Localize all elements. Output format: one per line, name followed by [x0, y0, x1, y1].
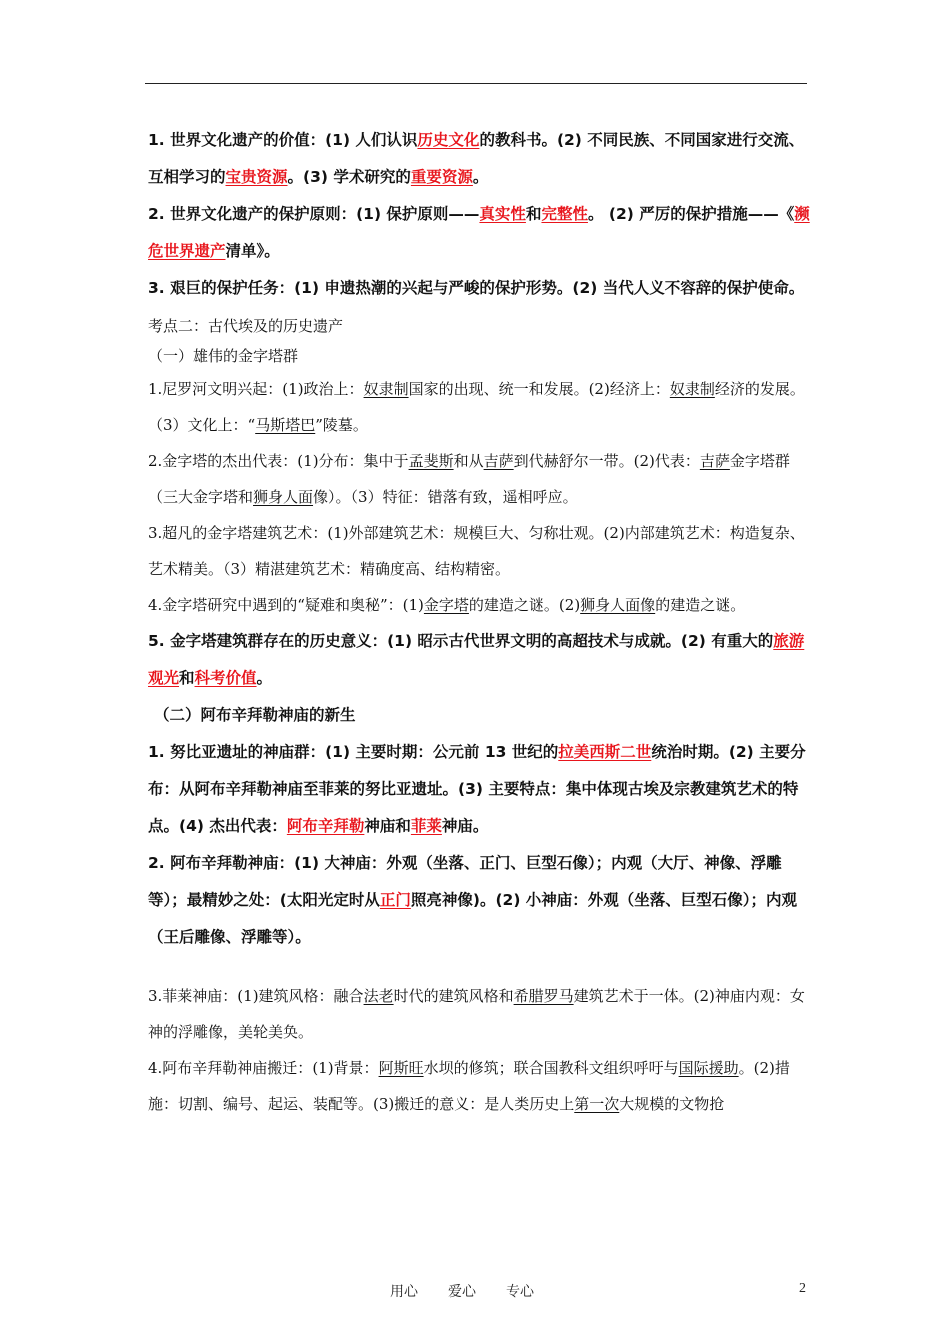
text: 1. 努比亚遗址的神庙群：(1) 主要时期：公元前 13 世纪的 — [148, 743, 559, 761]
paragraph-pyramid-representatives — [148, 443, 814, 515]
paragraph-protection-principle — [148, 196, 814, 270]
footer-word: 专心 — [506, 1284, 534, 1300]
text: 经济的发展。（3）文化上：“ — [148, 380, 805, 434]
text: 。 — [472, 168, 489, 186]
key-term: 宝贵资源 — [225, 168, 288, 186]
key-term: 狮身人面 — [253, 488, 314, 506]
text: 的教科书。(2) 不同民族、不同国家进行交流、互相学习的 — [148, 131, 805, 186]
key-term: 吉萨 — [699, 452, 730, 470]
paragraph-nile — [148, 371, 814, 443]
key-term: 科考价值 — [194, 669, 257, 687]
text: 到代赫舒尔一带。(2)代表： — [513, 452, 700, 470]
text: 4.阿布辛拜勒神庙搬迁：(1)背景： — [148, 1059, 379, 1077]
paragraph-pyramid-mysteries — [148, 587, 814, 623]
key-term: 完整性 — [541, 205, 588, 223]
text: 4.金字塔研究中遇到的“疑难和奥秘”：(1) — [148, 596, 424, 614]
text: 神庙和 — [364, 817, 411, 835]
text: 3.菲莱神庙：(1)建筑风格：融合 — [148, 987, 364, 1005]
footer-motto — [390, 1281, 564, 1301]
key-term: 奴隶制 — [363, 380, 409, 398]
header-rule — [145, 83, 807, 84]
text: 2. 阿布辛拜勒神庙：(1) 大神庙：外观（坐落、正门、巨型石像）；内观（大厅、神像、浮雕等）；最精妙之处：(太阳光定时从 — [148, 854, 782, 909]
text: 2. 世界文化遗产的保护原则：(1) 保护原则—— — [148, 205, 480, 223]
text: 水坝的修筑；联合国教科文组织呼吁与 — [423, 1059, 679, 1077]
key-term: 马斯塔巴 — [255, 416, 316, 434]
text: 1. 世界文化遗产的价值：(1) 人们认识 — [148, 131, 418, 149]
subsection-heading-abu-simbel: （二）阿布辛拜勒神庙的新生 — [154, 706, 356, 724]
text: 5. 金字塔建筑群存在的历史意义：(1) 昭示古代世界文明的高超技术与成就。(2) 有重大的 — [148, 632, 774, 650]
key-term: 重要资源 — [410, 168, 473, 186]
text: 3.超凡的金字塔建筑艺术：(1)外部建筑艺术：规模巨大、匀称壮观。(2)内部建筑艺术：构造复杂、艺术精美。（3）精湛建筑艺术：精确度高、结构精密。 — [148, 524, 805, 578]
key-term: 旅游观光 — [148, 632, 805, 687]
text: 3. 艰巨的保护任务：(1) 申遗热潮的兴起与严峻的保护形势。(2) 当代人义不容辞的保护使命。 — [148, 279, 805, 297]
text: 1.尼罗河文明兴起：(1)政治上： — [148, 380, 364, 398]
text: 大规模的文物抢 — [619, 1095, 725, 1113]
text: 建筑艺术于一体。(2)神庙内观：女神的浮雕像，美轮美奂。 — [148, 987, 805, 1041]
paragraph-pyramid-art — [148, 515, 814, 587]
key-term: 孟斐斯 — [408, 452, 454, 470]
key-term: 希腊罗马 — [513, 987, 574, 1005]
text: 2.金字塔的杰出代表：(1)分布：集中于 — [148, 452, 409, 470]
key-term: 第一次 — [574, 1095, 620, 1113]
text: ”陵墓。 — [315, 416, 368, 434]
footer-word: 用心 — [390, 1284, 418, 1300]
key-term: 拉美西斯二世 — [558, 743, 652, 761]
key-term: 菲莱 — [410, 817, 442, 835]
text: 的建造之谜。(2) — [468, 596, 581, 614]
paragraph-nubia-temples — [148, 734, 814, 845]
key-term: 国际援助 — [678, 1059, 739, 1077]
text: 时代的建筑风格和 — [393, 987, 514, 1005]
text: 的建造之谜。 — [655, 596, 746, 614]
paragraph-relocation — [148, 1050, 814, 1122]
key-term: 历史文化 — [417, 131, 480, 149]
key-term: 金字塔 — [423, 596, 469, 614]
text: 和 — [525, 205, 542, 223]
paragraph-protection-task — [148, 270, 814, 307]
key-term: 法老 — [363, 987, 394, 1005]
key-term: 吉萨 — [483, 452, 514, 470]
text: 和从 — [453, 452, 484, 470]
text: 。(2)措施：切割、编号、起运、装配等。(3)搬迁的意义：是人类历史上 — [148, 1059, 790, 1113]
page-content — [148, 122, 814, 1122]
key-term: 正门 — [379, 891, 411, 909]
text: 。 (2) 严厉的保护措施——《 — [587, 205, 795, 223]
key-term: 真实性 — [479, 205, 526, 223]
paragraph-heritage-value — [148, 122, 814, 196]
text: 金字塔群（三大金字塔和 — [148, 452, 790, 506]
key-term: 奴隶制 — [669, 380, 715, 398]
paragraph-philae — [148, 978, 814, 1050]
text: 照亮神像)。(2) 小神庙：外观（坐落、巨型石像）；内观（王后雕像、浮雕等）。 — [148, 891, 798, 946]
paragraph-pyramid-significance — [148, 623, 814, 697]
paragraph-abu-simbel — [148, 845, 814, 956]
page-footer — [0, 1281, 950, 1305]
text: 清单》。 — [225, 242, 280, 260]
footer-word: 爱心 — [448, 1284, 476, 1300]
text: 国家的出现、统一和发展。(2)经济上： — [408, 380, 670, 398]
text: 统治时期。(2) 主要分布：从阿布辛拜勒神庙至菲莱的努比亚遗址。(3) 主要特点：集中体现古埃及宗教建筑艺术的特点。(4) 杰出代表： — [148, 743, 806, 835]
key-term: 濒危世界遗产 — [148, 205, 810, 260]
subsection-heading-pyramids: （一）雄伟的金字塔群 — [148, 347, 299, 365]
page-number: 2 — [799, 1281, 806, 1296]
text: 。 — [256, 669, 273, 687]
text: 和 — [179, 669, 195, 687]
section-heading-egypt: 考点二：古代埃及的历史遗产 — [148, 317, 344, 335]
text: 像）。（3）特征：错落有致，遥相呼应。 — [313, 488, 578, 506]
key-term: 狮身人面像 — [580, 596, 656, 614]
text: 神庙。 — [441, 817, 489, 835]
key-term: 阿斯旺 — [378, 1059, 424, 1077]
text: 。(3) 学术研究的 — [287, 168, 411, 186]
key-term: 阿布辛拜勒 — [286, 817, 365, 835]
